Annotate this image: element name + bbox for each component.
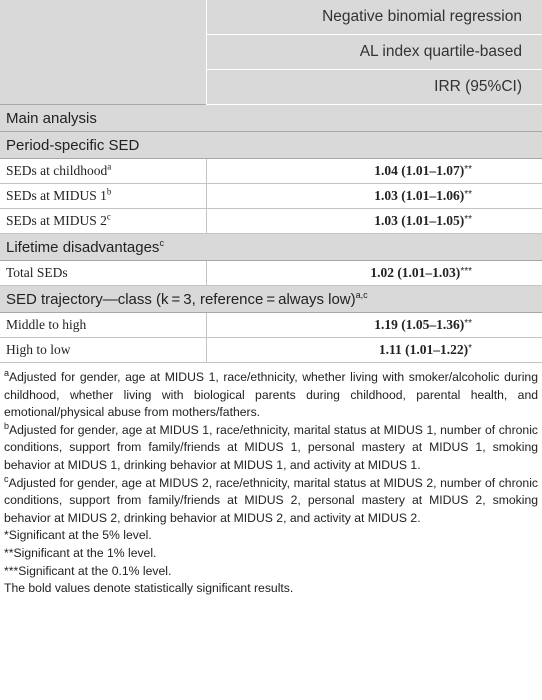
table-row	[0, 184, 542, 209]
row-label	[0, 159, 206, 184]
table-row	[0, 159, 542, 184]
header-column-label: IRR (95%CI)	[206, 70, 542, 105]
row-label-text: SEDs at childhood	[6, 163, 108, 178]
row-label-footnote: c	[106, 211, 111, 222]
row-value	[206, 313, 542, 338]
row-value	[206, 338, 542, 363]
section-title	[0, 286, 542, 313]
significance-mark: *	[468, 343, 472, 354]
footnote-mark: c	[4, 473, 9, 484]
significance-mark: ***	[460, 266, 472, 277]
row-label-text: Middle to high	[6, 317, 87, 332]
table-footnotes	[0, 363, 542, 598]
footnote-b	[4, 422, 538, 475]
row-label	[0, 313, 206, 338]
section-title-footnote: c	[159, 237, 164, 248]
footnote-a	[4, 369, 538, 422]
row-label-text: SEDs at MIDUS 2	[6, 213, 107, 228]
table-row	[0, 209, 542, 234]
header-corner-cell	[0, 35, 206, 70]
footnote-bold-note: The bold values denote statistically significant results.	[4, 581, 294, 596]
footnote-sig-1: **Significant at the 1% level.	[4, 545, 157, 560]
header-row-3	[0, 70, 542, 105]
significance-mark: **	[464, 214, 472, 225]
row-label	[0, 261, 206, 286]
header-subtitle: AL index quartile-based	[206, 35, 542, 70]
row-label-text: SEDs at MIDUS 1	[6, 188, 107, 203]
row-value	[206, 159, 542, 184]
row-value-text: 1.03 (1.01–1.05)	[374, 213, 465, 228]
header-corner-cell	[0, 0, 206, 35]
footnote-mark: b	[4, 420, 10, 431]
section-title-text: Lifetime disadvantages	[6, 238, 160, 256]
section-title-text: Main analysis	[6, 109, 97, 127]
section-title-text: Period-specific SED	[6, 136, 140, 154]
row-value-text: 1.02 (1.01–1.03)	[370, 265, 461, 280]
row-value-text: 1.03 (1.01–1.06)	[374, 188, 465, 203]
section-title-footnote: a,c	[355, 289, 368, 300]
section-title-text: SED trajectory—class (k = 3, reference = always low)	[6, 290, 356, 308]
row-value	[206, 184, 542, 209]
row-label-text: High to low	[6, 342, 71, 357]
footnote-text: Adjusted for gender, age at MIDUS 2, race/ethnicity, marital status at MIDUS 2, number of chronic conditions, support from family/friends at MIDUS 2, personal mastery at MIDUS 2, smoking behavior at MIDUS 2, drinking behavior at MIDUS 2, and activity at MIDUS 2.	[4, 475, 538, 525]
footnote-sig-01: ***Significant at the 0.1% level.	[4, 563, 172, 578]
section-title	[0, 234, 542, 261]
table-row	[0, 338, 542, 363]
table-row	[0, 261, 542, 286]
row-label-footnote: a	[107, 161, 112, 172]
section-row	[0, 286, 542, 313]
row-label	[0, 338, 206, 363]
significance-mark: **	[464, 164, 472, 175]
footnote-mark: a	[4, 367, 10, 378]
section-title	[0, 132, 542, 159]
row-label-text: Total SEDs	[6, 265, 68, 280]
header-corner-cell	[0, 70, 206, 105]
row-value-text: 1.04 (1.01–1.07)	[374, 163, 465, 178]
significance-mark: **	[464, 318, 472, 329]
row-value	[206, 261, 542, 286]
significance-mark: **	[464, 189, 472, 200]
row-value-text: 1.11 (1.01–1.22)	[378, 342, 469, 357]
row-value	[206, 209, 542, 234]
row-label-footnote: b	[106, 186, 112, 197]
header-row-2	[0, 35, 542, 70]
section-row	[0, 132, 542, 159]
footnote-text: Adjusted for gender, age at MIDUS 1, race/ethnicity, whether living with smoker/alcoholic during childhood, whether living with biological parents during childhood, parental health, and emotional/physical abuse from mothers/fathers.	[4, 370, 538, 420]
row-label	[0, 184, 206, 209]
table-row	[0, 313, 542, 338]
footnote-c	[4, 475, 538, 528]
section-row	[0, 234, 542, 261]
header-title: Negative binomial regression	[206, 0, 542, 35]
row-label	[0, 209, 206, 234]
footnote-text: Adjusted for gender, age at MIDUS 1, race/ethnicity, marital status at MIDUS 1, number of chronic conditions, support from family/friends at MIDUS 1, personal mastery at MIDUS 1, smoking behavior at MIDUS 1, drinking behavior at MIDUS 1, and activity at MIDUS 1.	[4, 422, 538, 472]
section-title	[0, 105, 542, 132]
section-row	[0, 105, 542, 132]
header-row-1	[0, 0, 542, 35]
row-value-text: 1.19 (1.05–1.36)	[374, 317, 465, 332]
footnote-sig-5: *Significant at the 5% level.	[4, 528, 152, 543]
